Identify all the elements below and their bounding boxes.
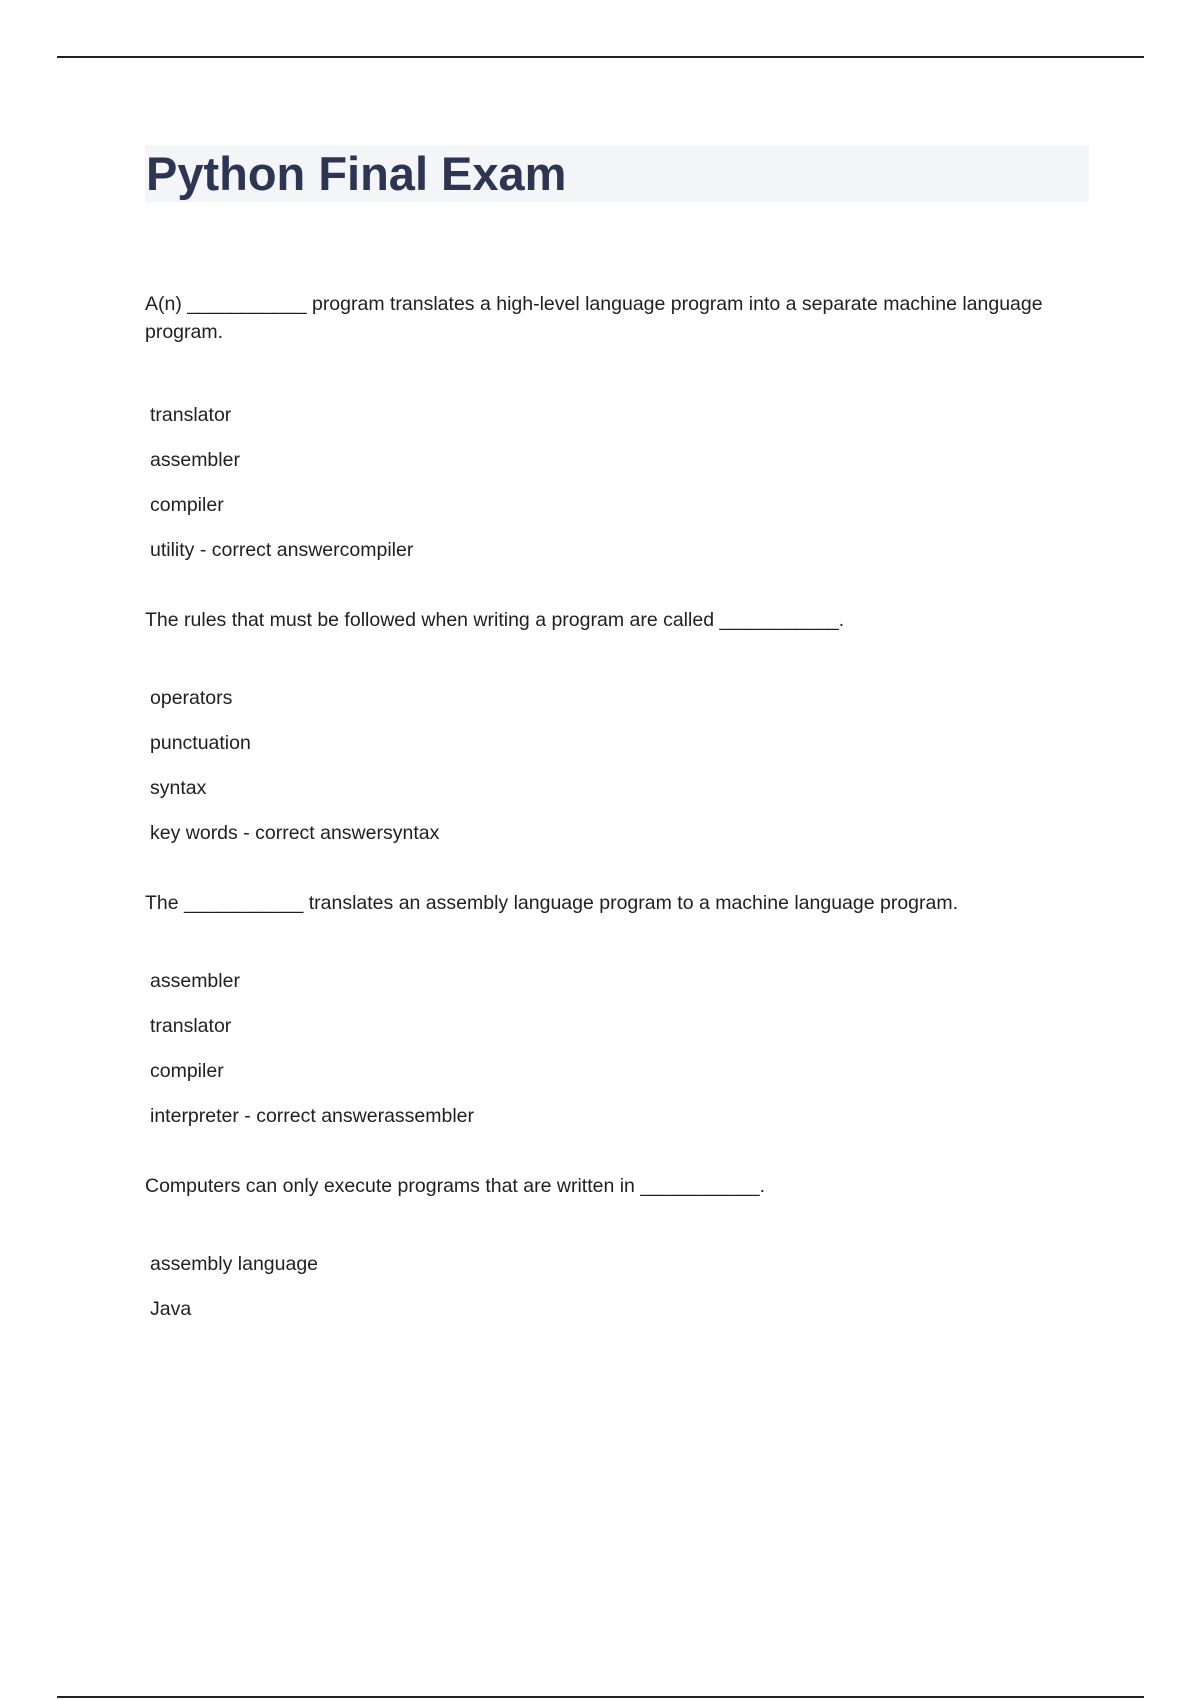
answer-option: compiler [150,494,224,516]
page-bottom-rule [57,1696,1144,1698]
answer-option: compiler [150,1060,224,1082]
answer-option: punctuation [150,732,251,754]
answer-options [145,684,1075,847]
question-block-3 [145,889,1075,1130]
exam-content [145,290,1075,1367]
answer-option: translator [150,404,232,426]
answer-option: translator [150,1015,232,1037]
question-block-4 [145,1172,1075,1323]
answer-option: assembler [150,970,240,992]
question-block-1 [145,290,1075,564]
answer-option: assembly language [150,1253,319,1275]
page-title: Python Final Exam [146,147,567,200]
question-text: Computers can only execute programs that are written in ___________. [145,1175,766,1197]
answer-option: operators [150,687,233,709]
answer-options [145,401,1075,564]
answer-option: Java [150,1298,192,1320]
answer-options [145,967,1075,1130]
answer-option: interpreter - correct answerassembler [150,1105,475,1127]
answer-option: key words - correct answersyntax [150,822,440,844]
question-text: The rules that must be followed when writing a program are called ___________. [145,609,845,631]
answer-options [145,1250,1075,1323]
answer-option: utility - correct answercompiler [150,539,414,561]
answer-option: syntax [150,777,207,799]
answer-option: assembler [150,449,240,471]
question-text: A(n) ___________ program translates a high-level language program into a separate machine language program. [145,293,1043,343]
page-top-rule [57,56,1144,58]
question-text: The ___________ translates an assembly language program to a machine language program. [145,892,959,914]
question-block-2 [145,606,1075,847]
